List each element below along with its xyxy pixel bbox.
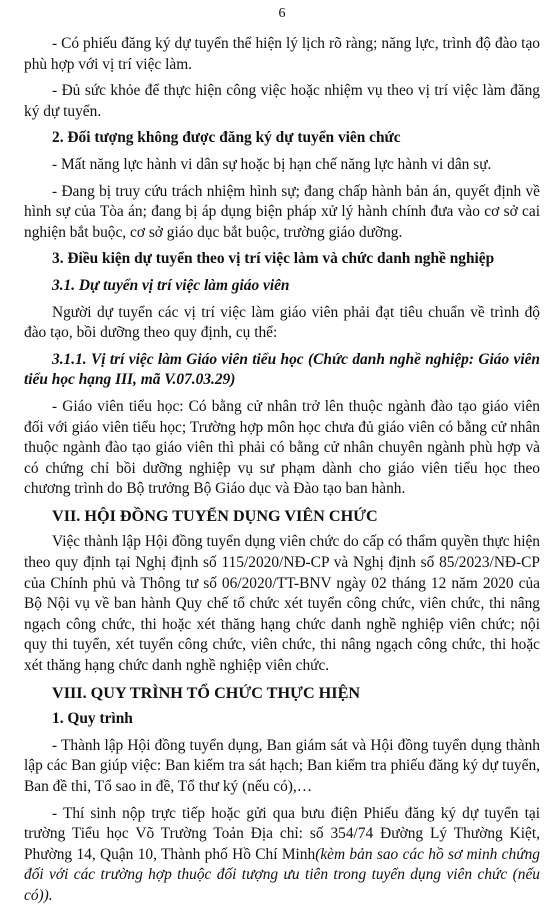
heading-ineligible-subjects: 2. Đối tượng không được đăng ký dự tuyển viên chức — [52, 129, 401, 147]
submission-text: - Thí sinh nộp trực tiếp hoặc gửi qua bưu điện Phiếu đăng ký dự tuyển tại trường Tiểu học Võ Trường Toản Địa chỉ: số 354/74 Đường Lý Thường Kiệt, Phường 14, Quận 10, Thành phố Hồ Chí Minh — [24, 804, 540, 863]
paragraph-submission — [24, 804, 540, 907]
subheading-teacher-positions: 3.1. Dự tuyển vị trí việc làm giáo viên — [52, 276, 290, 294]
paragraph-council-setup: - Thành lập Hội đồng tuyển dụng, Ban giám sát và Hội đồng tuyển dụng thành lập các Ban giúp việc: Ban kiểm tra sát hạch; Ban kiểm tra phiếu đăng ký dự tuyển, Ban đề thi, Tổ sao in đề, Tổ thư ký (nếu có),… — [24, 736, 540, 795]
paragraph-council-establishment: Việc thành lập Hội đồng tuyển dụng viên chức do cấp có thẩm quyền thực hiện theo quy định tại Nghị định số 115/2020/NĐ-CP và Nghị định số 85/2023/NĐ-CP của Chính phủ và Thông tư số 06/2020/TT-BNV ngày 02 tháng 12 năm 2020 của Bộ Nội vụ về ban hành Quy chế tổ chức xét tuyển công chức, viên chức, thi nâng ngạch công chức, thi hoặc xét thăng hạng chức danh nghề nghiệp viên chức; nội quy thi tuyển, xét tuyển công chức, viên chức, thi nâng ngạch công chức, thi hoặc xét thăng hạng chức danh nghề nghiệp viên chức. — [24, 533, 540, 675]
page-number: 6 — [278, 6, 286, 21]
section-procedure: VIII. QUY TRÌNH TỔ CHỨC THỰC HIỆN — [52, 683, 361, 702]
subheading-primary-teacher: 3.1.1. Vị trí việc làm Giáo viên tiểu học (Chức danh nghề nghiệp: Giáo viên tiểu học hạng III, mã V.07.03.29) — [24, 350, 540, 389]
submission-note: (kèm bản sao các hồ sơ minh chứng đối với các trường hợp thuộc đối tượng ưu tiên trong tuyển dụng viên chức (nếu có)). — [24, 845, 540, 904]
paragraph-criminal-proceedings: - Đang bị truy cứu trách nhiệm hình sự; đang chấp hành bản án, quyết định về hình sự của Tòa án; đang bị áp dụng biện pháp xử lý hành chính đưa vào cơ sở cai nghiện bắt buộc, cơ sở giáo dục bắt buộc, trường giáo dưỡng. — [24, 182, 540, 241]
paragraph-teacher-standards: Người dự tuyển các vị trí việc làm giáo viên phải đạt tiêu chuẩn về trình độ đào tạo, bồi dưỡng theo quy định, cụ thể: — [24, 303, 540, 342]
paragraph-primary-teacher-qualification: - Giáo viên tiểu học: Có bằng cử nhân trở lên thuộc ngành đào tạo giáo viên đối với giáo viên tiểu học; Trường hợp môn học chưa đủ giáo viên có bằng cử nhân thuộc ngành đào tạo giáo viên thì phải có bằng cử nhân chuyên ngành phù hợp và có chứng chỉ bồi dưỡng nghiệp vụ sư phạm dành cho giáo viên tiểu học theo chương trình do Bộ trưởng Bộ Giáo dục và Đào tạo ban hành. — [24, 397, 540, 498]
heading-process: 1. Quy trình — [52, 710, 133, 728]
paragraph-health: - Đủ sức khỏe để thực hiện công việc hoặc nhiệm vụ theo vị trí việc làm đăng ký dự tuyển. — [24, 82, 540, 120]
paragraph-application-form: - Có phiếu đăng ký dự tuyển thể hiện lý lịch rõ ràng; năng lực, trình độ đào tạo phù hợp với vị trí việc làm. — [24, 35, 540, 73]
heading-conditions: 3. Điều kiện dự tuyển theo vị trí việc làm và chức danh nghề nghiệp — [52, 250, 495, 268]
paragraph-civil-capacity: - Mất năng lực hành vi dân sự hoặc bị hạn chế năng lực hành vi dân sự. — [52, 155, 492, 173]
section-recruitment-council: VII. HỘI ĐỒNG TUYỂN DỤNG VIÊN CHỨC — [52, 506, 378, 525]
